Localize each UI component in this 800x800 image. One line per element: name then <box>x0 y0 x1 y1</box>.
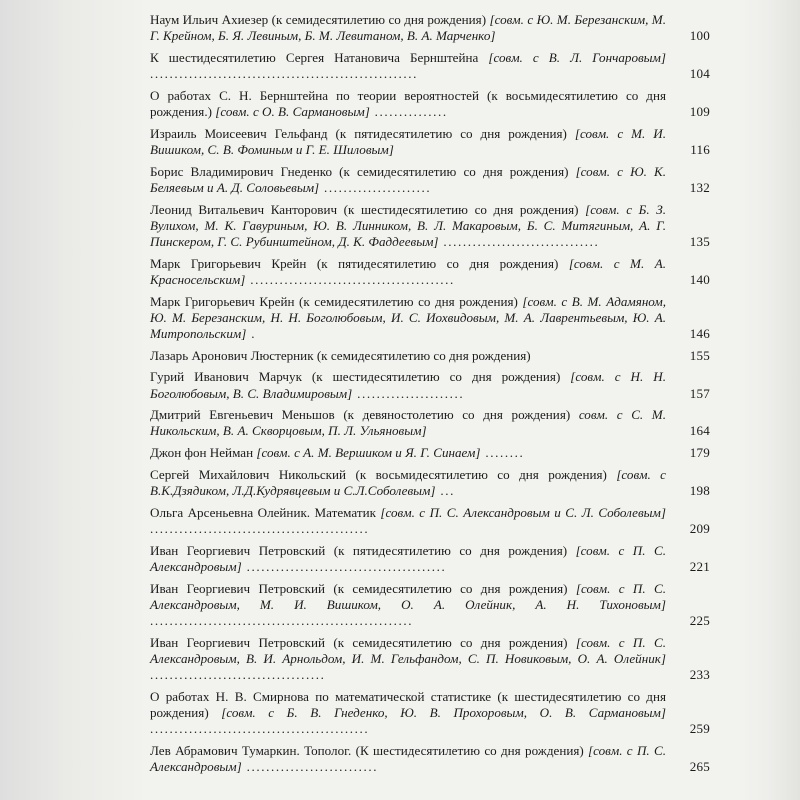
toc-entry-note: [совм. с П. С. Александровым и С. Л. Соболевым] <box>380 504 666 520</box>
toc-entry[interactable] <box>150 635 710 684</box>
toc-entry[interactable] <box>150 294 710 343</box>
toc-entry[interactable] <box>150 202 710 251</box>
toc-entry-page: 140 <box>689 271 710 287</box>
toc-entry-title: Иван Георгиевич Петровский (к пятидесятилетию со дня рождения) <box>150 542 576 558</box>
toc-entry-title: Ольга Арсеньевна Олейник. Математик <box>150 504 381 520</box>
toc-entry-title: Лев Абрамович Тумаркин. Тополог. (К шестидесятилетию со дня рождения) <box>150 742 589 758</box>
toc-entry-text <box>150 164 670 196</box>
toc-entry-leader: ...................... <box>319 179 432 195</box>
toc-entry-note: [совм. с М. И. Вишиком, С. В. Фоминым и Г. Е. Шиловым] <box>150 125 667 157</box>
toc-entry-leader: .................................... <box>150 667 326 683</box>
toc-entry-leader: ............................................. <box>150 520 370 536</box>
toc-entry-text <box>150 348 670 364</box>
toc-entry-text <box>150 50 670 82</box>
toc-entry-text <box>150 12 670 44</box>
toc-entry-text <box>150 126 670 158</box>
toc-entry[interactable] <box>150 689 710 738</box>
toc-entry-title: Джон фон Нейман <box>150 445 257 461</box>
toc-entry-note: совм. с С. М. Никольским, В. А. Скворцовым, П. Л. Ульяновым] <box>150 407 666 439</box>
toc-entry-page: 221 <box>689 558 710 574</box>
toc-entry[interactable] <box>150 164 710 196</box>
toc-entry-text <box>150 543 670 575</box>
toc-entry-page: 104 <box>689 66 710 82</box>
toc-entry[interactable] <box>150 467 710 499</box>
toc-entry-title: Иван Георгиевич Петровский (к семидесятилетию со дня рождения) <box>150 634 576 650</box>
toc-entry-page: 155 <box>689 347 710 363</box>
toc-entry[interactable] <box>150 126 710 158</box>
toc-entry-note: [совм. с М. А. Красносельским] <box>150 255 667 287</box>
toc-entry[interactable] <box>150 348 710 364</box>
toc-entry-note: [совм. с А. М. Вершиком и Я. Г. Синаем] <box>256 445 481 461</box>
toc-entry[interactable] <box>150 369 710 401</box>
toc-entry-page: 225 <box>689 613 710 628</box>
toc-entry[interactable] <box>150 256 710 288</box>
toc-entry-text <box>150 369 670 401</box>
toc-entry-text <box>150 256 670 288</box>
toc-entry-title: Сергей Михайлович Никольский (к восьмидесятилетию со дня рождения) <box>150 466 617 482</box>
toc-entry-text <box>150 202 670 251</box>
toc-entry-title: Леонид Витальевич Канторович (к шестидесятилетию со дня рождения) <box>150 201 586 217</box>
toc-entry-note: [совм. с П. С. Александровым] <box>150 542 666 574</box>
toc-entry-page: 209 <box>689 520 710 536</box>
toc-entry-title: Марк Григорьевич Крейн (к семидесятилетию со дня рождения) <box>150 293 523 309</box>
toc-entry-note: [совм. с П. С. Александровым] <box>150 742 667 775</box>
toc-entry-title: К шестидесятилетию Сергея Натановича Бернштейна <box>150 49 489 65</box>
toc-entry[interactable] <box>150 50 710 82</box>
toc-entry-page: 100 <box>689 28 710 44</box>
toc-entry-leader: ...................... <box>352 385 465 401</box>
toc-entry[interactable] <box>150 543 710 575</box>
toc-entry-note: [совм. с В. Л. Гончаровым] <box>488 49 666 65</box>
toc-entry-leader: ...................................................... <box>150 613 414 628</box>
toc-entry-leader: ........ <box>480 445 525 461</box>
toc-entry-title: Наум Ильич Ахиезер (к семидесятилетию со дня рождения) <box>150 12 490 27</box>
toc-entry-page: 146 <box>689 325 710 341</box>
toc-entry-note: [совм. с Б. В. Гнеденко, Ю. В. Прохоровым, О. В. Сармановым] <box>221 705 666 721</box>
toc-entry-leader: ................................ <box>438 233 600 249</box>
toc-entry-title: Гурий Иванович Марчук (к шестидесятилетию со дня рождения) <box>150 369 571 385</box>
toc-entry-page: 135 <box>689 233 710 249</box>
toc-entry-note: [совм. с Б. З. Вулихом, М. К. Гавуриным, Ю. В. Линником, В. Л. Макаровым, Б. С. Митягиным, А. Г. Пинскером, Г. С. Рубинштейном, Д. К. Фаддеевым] <box>150 201 666 249</box>
toc-entry-note: [совм. с Н. Н. Боголюбовым, В. С. Владимировым] <box>150 369 666 401</box>
toc-entry-text <box>150 743 670 775</box>
toc-entry-note: [совм. с П. С. Александровым, М. И. Вишиком, О. А. Олейник, А. Н. Тихоновым] <box>150 580 666 612</box>
toc-entry-note: [совм. с О. В. Сармановым] <box>215 104 370 120</box>
toc-entry-leader: .......................................... <box>245 271 455 287</box>
toc-entry-text <box>150 581 670 630</box>
toc-entry-page: 265 <box>689 759 710 775</box>
toc-entry-title: Борис Владимирович Гнеденко (к семидесятилетию со дня рождения) <box>150 163 576 179</box>
toc-entry-title: О работах С. Н. Бернштейна по теории вероятностей (к восьмидесятилетию со дня рождения.) <box>150 87 666 120</box>
toc-entry-leader: ........................... <box>241 759 379 775</box>
toc-entry-title: Иван Георгиевич Петровский (к семидесятилетию со дня рождения) <box>150 580 576 596</box>
toc-entry-text <box>150 445 670 461</box>
toc-entry-text <box>150 407 670 439</box>
toc-entry[interactable] <box>150 88 710 120</box>
toc-entry-page: 132 <box>689 179 710 195</box>
toc-entry-note: [совм. с В.К.Дзядиком, Л.Д.Кудрявцевым и С.Л.Соболевым] <box>150 466 666 499</box>
toc-entry-note: [совм. с В. М. Адамяном, Ю. М. Березанским, Н. Н. Боголюбовым, И. С. Иохвидовым, М. А. Лаврентьевым, Ю. А. Митропольским] <box>150 293 666 341</box>
toc-entry-page: 116 <box>690 141 710 157</box>
toc-entry-note: [совм. с П. С. Александровым, В. И. Арнольдом, И. М. Гельфандом, С. П. Новиковым, О. А. Олейник] <box>150 634 666 666</box>
toc-entry-page: 198 <box>689 483 710 499</box>
toc-entry-leader: ............................................. <box>150 721 370 737</box>
table-of-contents-list <box>150 12 710 775</box>
toc-entry[interactable] <box>150 12 710 44</box>
toc-entry-title: Лазарь Аронович Люстерник (к семидесятилетию со дня рождения) <box>150 347 531 363</box>
toc-entry[interactable] <box>150 581 710 630</box>
toc-entry-leader: . <box>246 325 257 341</box>
toc-entry-page: 157 <box>689 385 710 401</box>
toc-entry-text <box>150 635 670 684</box>
toc-entry-leader: ......................................... <box>241 558 447 574</box>
toc-content <box>150 12 710 792</box>
toc-entry-text <box>150 88 670 120</box>
toc-entry-page: 259 <box>689 721 710 737</box>
toc-entry-title: Дмитрий Евгеньевич Меньшов (к девяностолетию со дня рождения) <box>150 407 579 423</box>
toc-entry-text <box>150 467 670 499</box>
toc-entry-title: Марк Григорьевич Крейн (к пятидесятилетию со дня рождения) <box>150 255 569 271</box>
toc-entry[interactable] <box>150 445 710 461</box>
toc-entry-page: 164 <box>689 423 710 439</box>
toc-entry-title: Израиль Моисеевич Гельфанд (к пятидесятилетию со дня рождения) <box>150 125 575 141</box>
toc-entry-page: 109 <box>689 104 710 120</box>
toc-entry-leader: ............... <box>369 104 448 120</box>
toc-entry-text <box>150 294 670 343</box>
toc-entry[interactable] <box>150 505 710 537</box>
toc-entry-leader: ... <box>435 483 455 499</box>
toc-entry-text <box>150 505 670 537</box>
toc-entry[interactable] <box>150 407 710 439</box>
toc-entry-note: [совм. с Ю. К. Беляевым и А. Д. Соловьевым] <box>150 163 666 195</box>
toc-entry-leader: ....................................................... <box>150 66 419 82</box>
toc-entry-text <box>150 689 670 738</box>
toc-entry[interactable] <box>150 743 710 775</box>
toc-entry-page: 179 <box>689 445 710 461</box>
toc-entry-page: 233 <box>689 667 710 683</box>
toc-entry-title: О работах Н. В. Смирнова по математической статистике (к шестидесятилетию со дня рождения) <box>150 688 666 721</box>
toc-entry-note: [совм. с Ю. М. Березанским, М. Г. Крейном, Б. Я. Левиным, Б. М. Левитаном, В. А. Марченко] <box>150 12 666 44</box>
